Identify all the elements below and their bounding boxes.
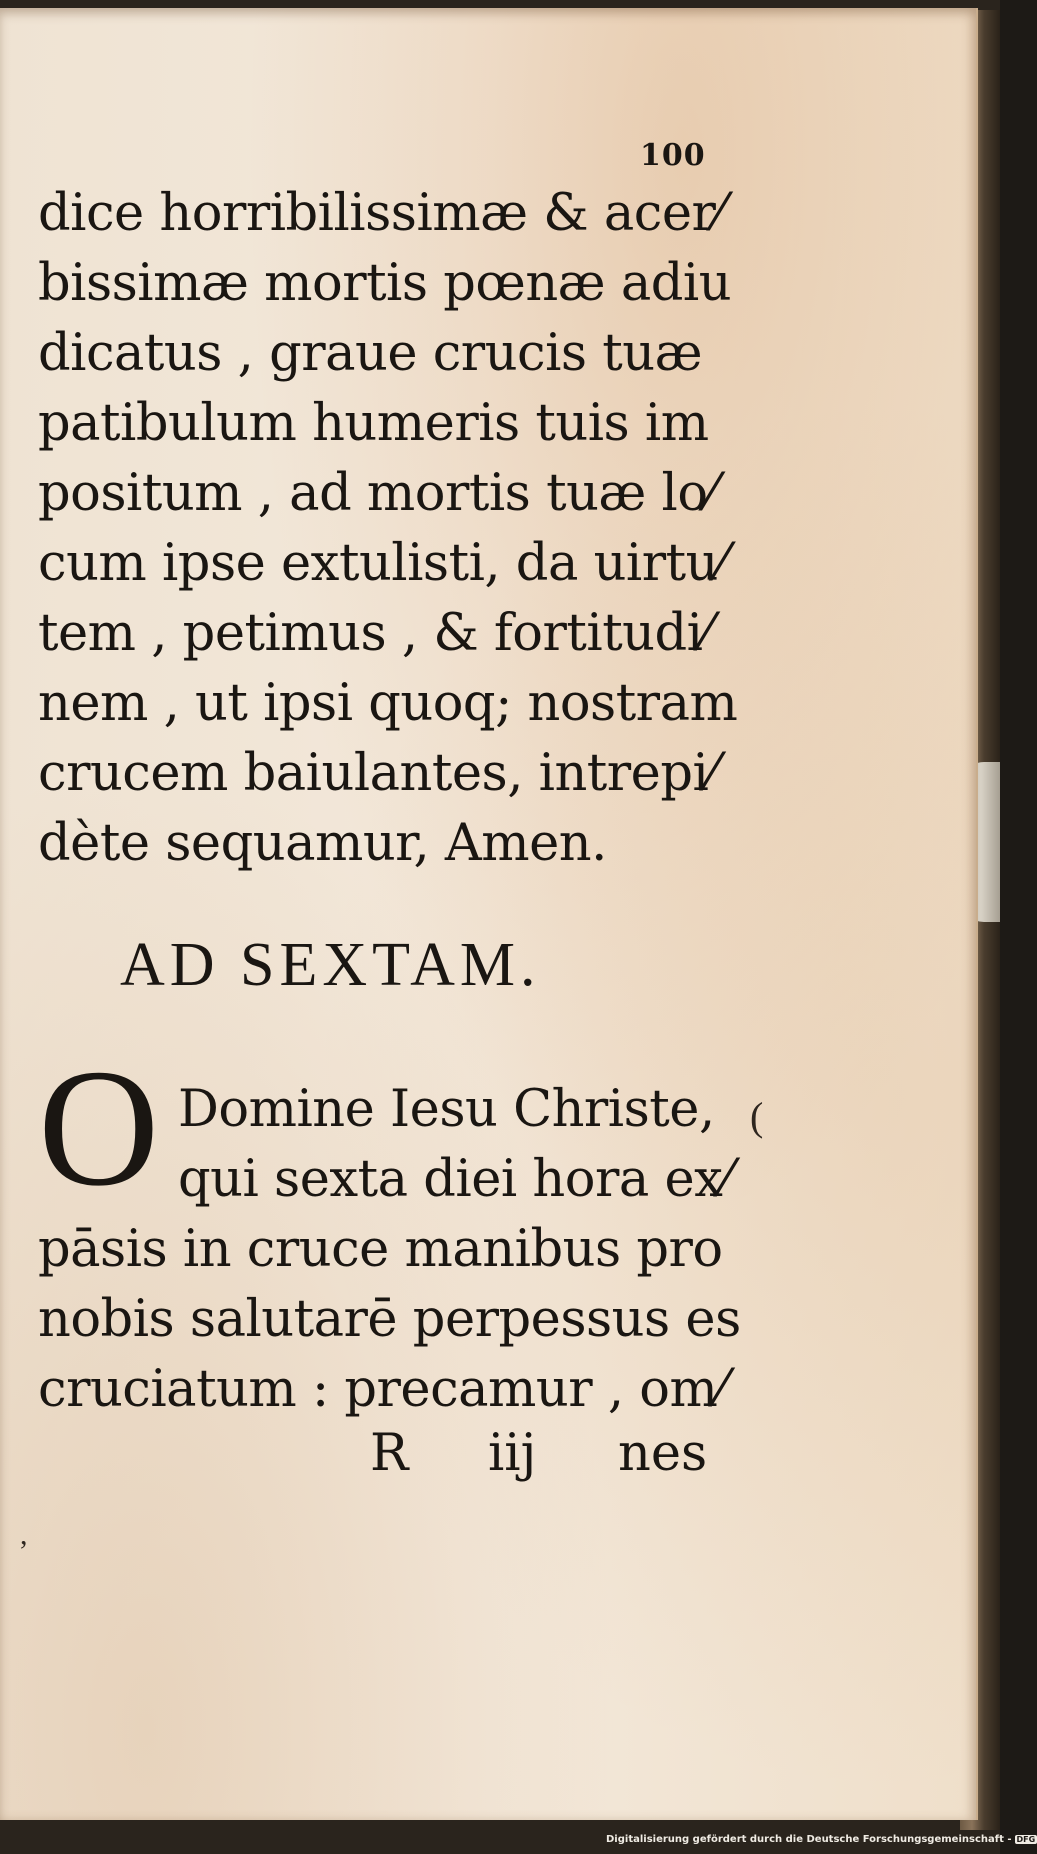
text-line: patibulum humeris tuis im: [38, 394, 709, 453]
signature-mark: R: [370, 1424, 409, 1483]
signature-number: iij: [488, 1424, 537, 1483]
catchword: nes: [618, 1424, 708, 1483]
text-line: Domine Iesu Christe,: [178, 1080, 715, 1139]
text-line: dice horribilissimæ & acer⁄: [38, 184, 724, 243]
text-line: bissimæ mortis pœnæ adiu: [38, 254, 732, 313]
text-line: dicatus , graue crucis tuæ: [38, 324, 703, 383]
text-line: dète sequamur, Amen.: [38, 814, 607, 873]
text-line: nem , ut ipsi quoq; nostram: [38, 674, 738, 733]
drop-cap-initial: O: [38, 1035, 160, 1221]
text-line: crucem baiulantes, intrepi⁄: [38, 744, 717, 803]
text-line: nobis salutarē perpessus es: [38, 1290, 741, 1349]
dfg-logo: DFG: [1016, 1835, 1036, 1844]
text-line: pāsis in cruce manibus pro: [38, 1220, 723, 1279]
book-page: [0, 8, 978, 1820]
digitization-credit: [606, 1834, 1037, 1845]
section-heading: AD SEXTAM.: [120, 931, 541, 999]
text-line: cruciatum : precamur , om⁄: [38, 1360, 726, 1419]
text-line: cum ipse extulisti, da uirtu⁄: [38, 534, 726, 593]
text-line: positum , ad mortis tuæ lo⁄: [38, 464, 716, 523]
ink-blemish: ,: [20, 1518, 28, 1551]
page-number: 100: [640, 138, 706, 173]
text-line: qui sexta diei hora ex⁄: [178, 1150, 731, 1209]
ink-blemish: (: [750, 1094, 764, 1139]
text-line: tem , petimus , & fortitudi⁄: [38, 604, 711, 663]
credit-text: Digitalisierung gefördert durch die Deutsche Forschungsgemeinschaft -: [606, 1834, 1012, 1845]
